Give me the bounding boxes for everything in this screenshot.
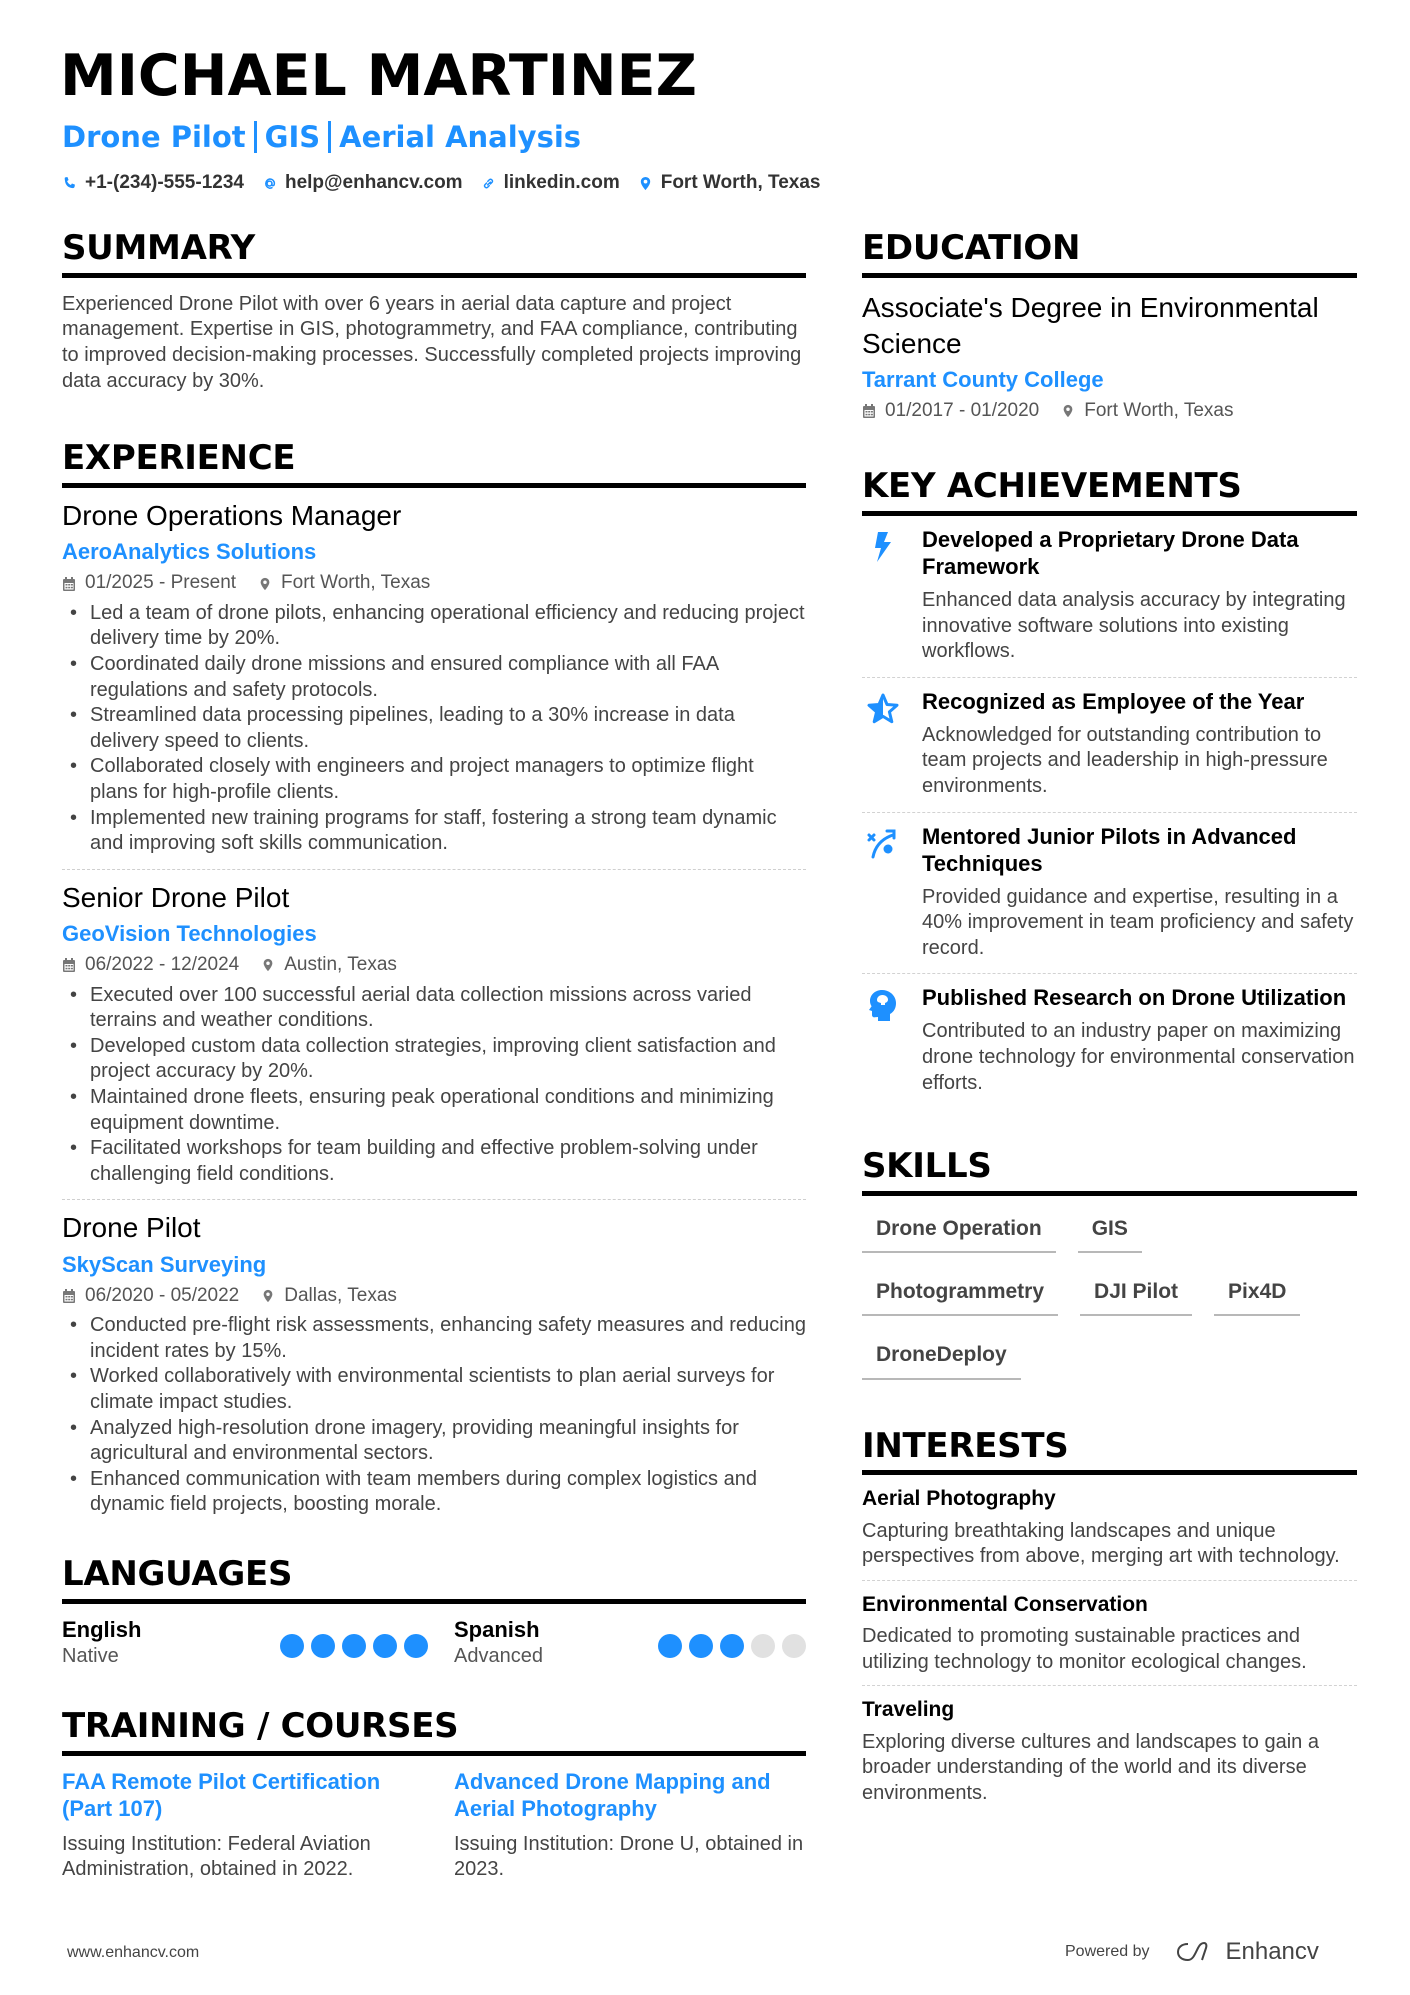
skill-tag: Drone Operation [862,1206,1056,1253]
skills-list [862,1206,1357,1380]
candidate-name: MICHAEL MARTINEZ [60,43,697,109]
experience-section [62,438,806,1530]
contact-bar [62,172,820,194]
interest-item [862,1686,1357,1816]
language-level: Advanced [454,1645,543,1668]
section-heading: LANGUAGES [62,1554,806,1604]
map-pin-icon [261,1288,275,1304]
contact-linkedin[interactable] [481,172,620,194]
job-bullets [62,983,806,1188]
calendar-icon [62,576,76,592]
calendar-icon [62,1288,76,1304]
achievement-item [862,678,1357,813]
language-item [62,1616,454,1670]
phone-icon [62,175,77,192]
rating-dot-filled [720,1634,744,1658]
job-entry [62,488,806,870]
section-heading: SKILLS [862,1146,1357,1196]
section-heading: KEY ACHIEVEMENTS [862,466,1357,516]
strategy-path-icon [866,827,900,861]
bullet: • Analyzed high-resolution drone imagery, providing meaningful insights for agricultural and environmental sectors. [62,1416,806,1467]
head-brain-icon [866,988,900,1022]
contact-location [638,172,821,194]
bullet: • Streamlined data processing pipelines, leading to a 30% increase in data delivery speed to clients. [62,703,806,754]
degree-title: Associate's Degree in Environmental Science [862,291,1319,359]
bullet: • Implemented new training programs for staff, fostering a strong team dynamic and improving soft skills communication. [62,806,806,857]
proficiency-rating [658,1634,806,1670]
interest-description: Exploring diverse cultures and landscapes to gain a broader understanding of the world and its diverse environments. [862,1730,1319,1804]
divider [254,121,257,153]
interest-title: Environmental Conservation [862,1592,1148,1616]
achievement-description: Enhanced data analysis accuracy by integrating innovative software solutions into existing workflows. [922,589,1346,663]
course-item [454,1768,806,1883]
education-section [862,228,1357,424]
job-title: Drone Pilot [62,1212,201,1244]
bullet: • Enhanced communication with team members during complex logistics and dynamic field projects, boosting morale. [62,1467,806,1518]
email-text: help@enhancv.com [284,172,463,193]
job-title: Drone Operations Manager [62,499,402,531]
job-location: Fort Worth, Texas [281,572,431,594]
job-dates: 06/2020 - 05/2022 [85,1284,240,1306]
bullet: • Developed custom data collection strategies, improving client satisfaction and project accuracy by 20%. [62,1034,806,1085]
section-heading: EXPERIENCE [62,438,806,488]
interest-description: Dedicated to promoting sustainable practices and utilizing technology to monitor ecological changes. [862,1625,1307,1673]
job-meta [62,570,806,597]
powered-by-label: Powered by [1065,1943,1150,1960]
rating-dot-filled [311,1634,335,1658]
job-title: Senior Drone Pilot [62,881,290,913]
job-meta [62,1283,806,1310]
course-description: Issuing Institution: Federal Aviation Administration, obtained in 2022. [62,1832,371,1881]
bullet: • Facilitated workshops for team building and effective problem-solving under challenging field conditions. [62,1136,806,1187]
footer-website-link[interactable]: www.enhancv.com [67,1944,200,1961]
job-bullets [62,601,806,857]
language-level: Native [62,1645,119,1668]
achievement-title: Published Research on Drone Utilization [922,985,1347,1011]
course-title: FAA Remote Pilot Certification (Part 107) [62,1768,381,1821]
interest-item [862,1475,1357,1580]
skill-tag: GIS [1078,1206,1142,1253]
map-pin-icon [1061,403,1075,419]
headline [62,120,581,155]
job-entry [62,1200,806,1530]
interest-title: Aerial Photography [862,1487,1056,1511]
skill-tag: Photogrammetry [862,1269,1058,1316]
school-name: Tarrant County College [862,366,1104,392]
phone-text: +1-(234)-555-1234 [85,172,244,193]
calendar-icon [862,403,876,419]
map-pin-icon [638,175,653,192]
languages-section [62,1554,806,1669]
proficiency-rating [280,1634,428,1670]
section-heading: SUMMARY [62,228,806,278]
interest-item [862,1581,1357,1686]
job-dates: 06/2022 - 12/2024 [85,954,240,976]
bullet: • Collaborated closely with engineers and project managers to optimize flight plans for high-profile clients. [62,754,806,805]
job-location: Dallas, Texas [284,1284,397,1306]
rating-dot-filled [689,1634,713,1658]
achievements-section [862,466,1357,1108]
language-name: Spanish [454,1616,540,1642]
star-icon [866,692,900,726]
section-heading: INTERESTS [862,1426,1357,1476]
rating-dot-empty [751,1634,775,1658]
bullet: • Conducted pre-flight risk assessments, enhancing safety measures and reducing incident rates by 15%. [62,1313,806,1364]
training-section [62,1706,806,1883]
section-heading: EDUCATION [862,228,1357,278]
right-column [862,228,1357,1816]
achievement-title: Mentored Junior Pilots in Advanced Techniques [922,823,1297,876]
achievement-description: Contributed to an industry paper on maximizing drone technology for environmental conservation efforts. [922,1020,1355,1094]
enhancv-logo[interactable] [1174,1938,1319,1966]
language-name: English [62,1616,142,1642]
skill-tag: DJI Pilot [1080,1269,1192,1316]
job-dates: 01/2025 - Present [85,572,237,594]
education-dates: 01/2017 - 01/2020 [885,399,1040,421]
rating-dot-filled [404,1634,428,1658]
company-name: AeroAnalytics Solutions [62,539,317,565]
headline-part: Drone Pilot [62,120,246,154]
skill-tag: Pix4D [1214,1269,1300,1316]
achievement-title: Developed a Proprietary Drone Data Framework [922,527,1299,580]
rating-dot-filled [373,1634,397,1658]
education-location: Fort Worth, Texas [1084,399,1234,421]
lightning-bolt-icon [866,530,900,564]
footer-branding [1065,1938,1319,1966]
job-entry [62,870,806,1201]
contact-phone[interactable] [62,172,244,194]
achievement-title: Recognized as Employee of the Year [922,688,1305,714]
interest-title: Traveling [862,1698,955,1722]
achievement-item [862,516,1357,678]
achievement-item [862,813,1357,975]
bullet: • Executed over 100 successful aerial data collection missions across varied terrains and weather conditions. [62,983,806,1034]
rating-dot-filled [280,1634,304,1658]
course-title: Advanced Drone Mapping and Aerial Photography [454,1768,771,1821]
headline-part: Aerial Analysis [339,120,582,154]
location-text: Fort Worth, Texas [660,172,821,193]
company-name: GeoVision Technologies [62,921,317,947]
job-bullets [62,1313,806,1518]
rating-dot-empty [782,1634,806,1658]
map-pin-icon [261,957,275,973]
company-name: SkyScan Surveying [62,1251,267,1277]
achievement-description: Acknowledged for outstanding contribution to team projects and leadership in high-pressure environments. [922,723,1328,798]
headline-part: GIS [264,120,321,154]
linkedin-text: linkedin.com [503,172,620,193]
achievement-description: Provided guidance and expertise, resulting in a 40% improvement in team proficiency and safety record. [922,885,1354,959]
brand-name: Enhancv [1225,1938,1319,1965]
achievement-item [862,974,1357,1108]
calendar-icon [62,957,76,973]
interests-section [862,1426,1357,1817]
enhancv-logo-icon [1174,1940,1218,1964]
contact-email[interactable] [262,172,463,194]
link-icon [481,175,496,192]
left-column [62,228,806,1530]
course-item [62,1768,454,1883]
divider [328,121,331,153]
bullet: • Coordinated daily drone missions and ensured compliance with all FAA regulations and safety protocols. [62,652,806,703]
bullet: • Maintained drone fleets, ensuring peak operational conditions and minimizing equipment downtime. [62,1085,806,1136]
course-description: Issuing Institution: Drone U, obtained in 2023. [454,1832,804,1881]
job-meta [62,952,806,979]
job-location: Austin, Texas [284,954,397,976]
bullet: • Led a team of drone pilots, enhancing operational efficiency and reducing project delivery time by 20%. [62,601,806,652]
rating-dot-filled [342,1634,366,1658]
skills-section [862,1146,1357,1379]
language-item [454,1616,806,1670]
bullet: • Worked collaboratively with environmental scientists to plan aerial surveys for climate impact studies. [62,1364,806,1415]
education-meta [862,398,1357,425]
at-sign-icon [262,175,277,192]
section-heading: TRAINING / COURSES [62,1706,806,1756]
summary-text: Experienced Drone Pilot with over 6 years in aerial data capture and project management. Expertise in GIS, photogrammetry, and FAA compliance, contributing to improved decision-making processes. Successfully completed projects improving data accuracy by 30%. [62,292,802,392]
skill-tag: DroneDeploy [862,1332,1021,1379]
rating-dot-filled [658,1634,682,1658]
summary-section [62,228,806,394]
interest-description: Capturing breathtaking landscapes and unique perspectives from above, merging art with technology. [862,1519,1340,1568]
map-pin-icon [258,576,272,592]
